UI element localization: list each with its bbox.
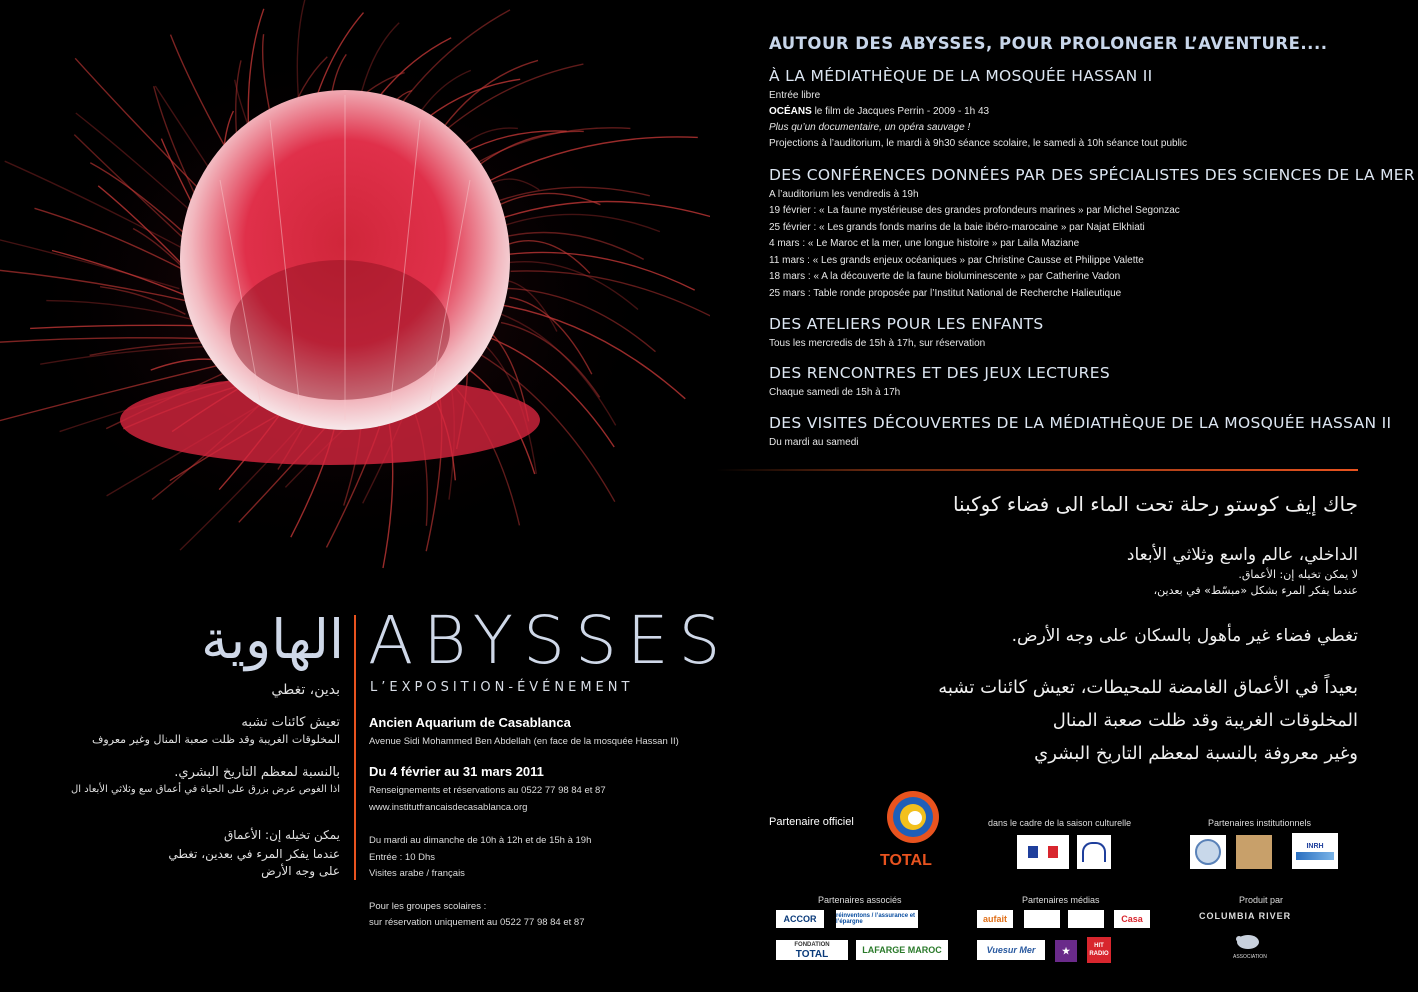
french-republic-logo xyxy=(1017,835,1069,869)
venue-name: Ancien Aquarium de Casablanca xyxy=(369,715,571,730)
program-line: Tous les mercredis de 15h à 17h, sur réservation xyxy=(769,338,986,349)
visit-languages: Visites arabe / français xyxy=(369,868,465,879)
film-title: OCÉANS xyxy=(769,106,812,117)
program-line: 19 février : « La faune mystérieuse des grandes profondeurs marines » par Michel Segonzac xyxy=(769,205,1180,216)
arabic-paragraph-line: تغطي فضاء غير مأهول بالسكان على وجه الأرض. xyxy=(1011,626,1358,646)
program-line: 25 février : « Les grands fonds marins de la baie ibéro-marocaine » par Najat Elkhiati xyxy=(769,222,1145,233)
program-line: Chaque samedi de 15h à 17h xyxy=(769,387,901,398)
total-wordmark: TOTAL xyxy=(880,852,932,869)
institutional-logo-1 xyxy=(1190,835,1226,869)
program-line: Du mardi au samedi xyxy=(769,437,859,448)
program-line xyxy=(769,122,970,133)
program-line: 11 mars : « Les grands enjeux océaniques » par Christine Causse et Philippe Valette xyxy=(769,255,1144,266)
association-bird-icon xyxy=(1232,930,1262,952)
lafarge-logo: LAFARGE MAROC xyxy=(856,940,948,960)
association-label: ASSOCIATION xyxy=(1233,954,1267,960)
exhibition-dates: Du 4 février au 31 mars 2011 xyxy=(369,764,544,779)
arabic-paragraph-line: لا يمكن تخيله إن: الأعماق. xyxy=(1238,568,1358,581)
media-logo-blank-1 xyxy=(1024,910,1060,928)
hitradio-logo: HIT RADIO xyxy=(1087,937,1111,963)
groups-text: sur réservation uniquement au 0522 77 98 84 et 87 xyxy=(369,917,585,928)
fondation-total-text: TOTAL xyxy=(795,949,829,960)
program-line: 18 mars : « A la découverte de la faune bioluminescente » par Catherine Vadon xyxy=(769,271,1121,282)
casa-logo: Casa xyxy=(1114,910,1150,928)
arabic-paragraph-line: الداخلي، عالم واسع وثلاثي الأبعاد xyxy=(1126,545,1358,565)
fondation-total-logo xyxy=(776,940,848,960)
arabic-text-line: تعيش كائنات تشبه xyxy=(241,715,340,730)
media-partners-label: Partenaires médias xyxy=(1022,895,1100,905)
entry-price: Entrée : 10 Dhs xyxy=(369,852,436,863)
columbia-river-logo: COLUMBIA RIVER xyxy=(1199,911,1292,921)
arabic-text-line: على وجه الأرض xyxy=(261,864,340,878)
official-partner-label: Partenaire officiel xyxy=(769,816,854,828)
jellyfish-image xyxy=(0,0,710,600)
program-line: Projections à l’auditorium, le mardi à 9h30 séance scolaire, le samedi à 10h séance tout public xyxy=(769,138,1188,149)
exhibition-title: ABYSSES xyxy=(368,602,731,679)
section-heading-ateliers: DES ATELIERS POUR LES ENFANTS xyxy=(769,315,1044,333)
mutuelle-logo: réinventons / l’assurance et l’épargne xyxy=(836,910,918,928)
program-line: 4 mars : « Le Maroc et la mer, une longue histoire » par Laila Maziane xyxy=(769,238,1080,249)
arabic-paragraph-line: بعيداً في الأعماق الغامضة للمحيطات، تعيش كائنات تشبه xyxy=(938,677,1358,698)
inrh-text: INRH xyxy=(1306,842,1324,850)
opening-hours: Du mardi au dimanche de 10h à 12h et de 15h à 19h xyxy=(369,835,592,846)
exhibition-subtitle: L’EXPOSITION-ÉVÉNEMENT xyxy=(370,680,634,695)
film-details: le film de Jacques Perrin - 2009 - 1h 43 xyxy=(811,106,990,117)
title-divider xyxy=(354,615,356,880)
arabic-text-line: بالنسبة لمعظم التاريخ البشري. xyxy=(174,765,340,780)
total-logo xyxy=(884,788,942,846)
program-heading: AUTOUR DES ABYSSES, POUR PROLONGER L’AVENTURE.... xyxy=(769,34,1328,53)
arabic-paragraph-line: المخلوقات الغريبة وقد ظلت صعبة المنال xyxy=(1052,710,1358,731)
section-heading-visites: DES VISITES DÉCOUVERTES DE LA MÉDIATHÈQUE DE LA MOSQUÉE HASSAN II xyxy=(769,414,1392,432)
program-line: 25 mars : Table ronde proposée par l’Institut National de Recherche Halieutique xyxy=(769,288,1122,299)
arabic-text-line: عندما يفكر المرء في بعدين، تغطي xyxy=(168,847,340,861)
program-line: A l’auditorium les vendredis à 19h xyxy=(769,189,919,200)
institut-francais-logo xyxy=(1077,835,1111,869)
section-heading-mediatheque: À LA MÉDIATHÈQUE DE LA MOSQUÉE HASSAN II xyxy=(769,67,1153,85)
arabic-subtitle: بدين، تغطي xyxy=(271,682,340,698)
arabic-text-line: المخلوقات الغريبة وقد ظلت صعبة المنال وغير معروف xyxy=(92,733,340,746)
arabic-paragraph-line: عندما يفكر المرء بشكل «مبسّط» في بعدين، xyxy=(1153,584,1358,597)
venue-address: Avenue Sidi Mohammed Ben Abdellah (en face de la mosquée Hassan II) xyxy=(369,736,679,747)
program-line xyxy=(769,106,989,117)
accor-logo: ACCOR xyxy=(776,910,824,928)
website-link[interactable]: www.institutfrancaisdecasablanca.org xyxy=(369,802,528,813)
media-logo-blank-2 xyxy=(1068,910,1104,928)
film-tagline: Plus qu’un documentaire, un opéra sauvage ! xyxy=(769,122,971,133)
aufait-logo: aufait xyxy=(977,910,1013,928)
associated-partners-label: Partenaires associés xyxy=(818,895,902,905)
program-line: Entrée libre xyxy=(769,90,821,101)
arabic-paragraph-line: وغير معروفة بالنسبة لمعظم التاريخ البشري xyxy=(1034,743,1358,764)
section-divider xyxy=(716,469,1358,471)
institutional-logo-2 xyxy=(1236,835,1272,869)
produced-by-label: Produit par xyxy=(1239,895,1284,905)
section-heading-rencontres: DES RENCONTRES ET DES JEUX LECTURES xyxy=(769,364,1110,382)
arabic-text-line: اذا الغوص عرض بزرق على الحياة في أعماق سع وثلاثي الأبعاد ال xyxy=(70,784,340,795)
vuesurmer-logo: Vuesur Mer xyxy=(977,940,1045,960)
inrh-logo xyxy=(1292,833,1338,869)
section-heading-conferences: DES CONFÉRENCES DONNÉES PAR DES SPÉCIALISTES DES SCIENCES DE LA MER xyxy=(769,166,1415,184)
institutional-partners-label: Partenaires institutionnels xyxy=(1208,818,1312,828)
fondation-text: FONDATION xyxy=(794,942,830,948)
arabic-title: الهاوية xyxy=(201,608,344,671)
reservation-phone: Renseignements et réservations au 0522 77 98 84 et 87 xyxy=(369,785,606,796)
culture-season-label: dans le cadre de la saison culturelle xyxy=(988,818,1132,828)
star-media-logo: ★ xyxy=(1055,940,1077,962)
arabic-paragraph-line: جاك إيف كوستو رحلة تحت الماء الى فضاء كوكبنا xyxy=(952,492,1358,516)
groups-title: Pour les groupes scolaires : xyxy=(369,901,487,912)
arabic-text-line: يمكن تخيله إن: الأعماق xyxy=(223,828,340,842)
